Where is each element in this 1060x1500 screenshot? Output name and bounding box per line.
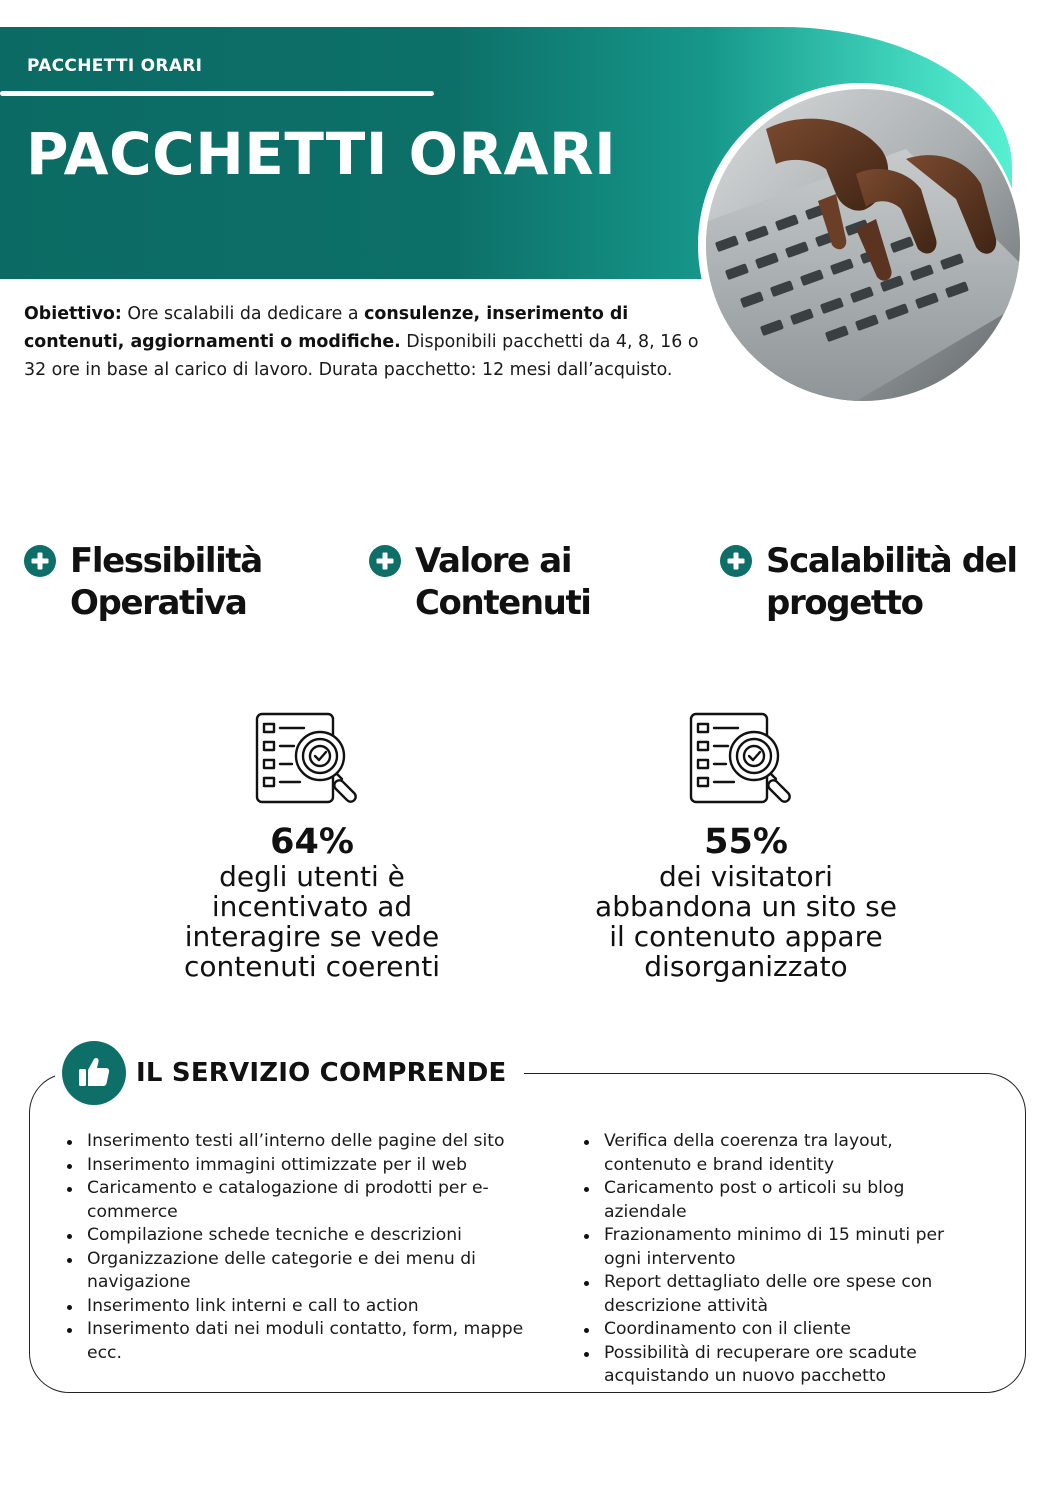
stat-description: degli utenti è incentivato ad interagire se vede contenuti coerenti <box>183 860 440 983</box>
list-item: Verifica della coerenza tra layout, contenuto e brand identity <box>581 1130 981 1177</box>
list-item: Inserimento testi all’interno delle pagine del sito <box>64 1130 544 1154</box>
feature-scalabilita <box>720 540 1026 624</box>
plus-circle-icon <box>369 545 401 577</box>
list-item: Caricamento e catalogazione di prodotti per e-commerce <box>64 1177 544 1224</box>
stat-description: dei visitatori abbandona un sito se il contenuto appare disorganizzato <box>595 860 897 983</box>
stat-value: 64% <box>270 822 354 862</box>
list-item: Compilazione schede tecniche e descrizioni <box>64 1224 544 1248</box>
page-title: PACCHETTI ORARI <box>26 120 617 188</box>
feature-label: Flessibilità Operativa <box>70 541 262 623</box>
stat-64 <box>152 712 472 982</box>
service-title: IL SERVIZIO COMPRENDE <box>136 1058 507 1088</box>
checklist-magnifier-icon <box>254 712 370 806</box>
feature-valore <box>369 540 675 624</box>
list-item: Possibilità di recuperare ore scadute acquistando un nuovo pacchetto <box>581 1342 981 1389</box>
stat-value: 55% <box>704 822 788 862</box>
service-header <box>55 1040 524 1106</box>
stat-55 <box>586 712 906 982</box>
list-item: Inserimento link interni e call to action <box>64 1295 544 1319</box>
divider <box>0 91 434 96</box>
list-item: Coordinamento con il cliente <box>581 1318 981 1342</box>
typing-hands-photo <box>706 89 1020 401</box>
list-item: Inserimento dati nei moduli contatto, form, mappe ecc. <box>64 1318 544 1365</box>
feature-label: Valore ai Contenuti <box>415 541 591 623</box>
thumbs-up-icon <box>62 1041 126 1105</box>
feature-label: Scalabilità del progetto <box>766 541 1017 623</box>
feature-flessibilita <box>24 540 330 624</box>
plus-circle-icon <box>720 545 752 577</box>
intro-label: Obiettivo: <box>24 304 122 324</box>
intro-paragraph <box>24 300 714 384</box>
intro-highlight: consulenze, inserimento di contenuti, aggiornamenti o modifiche. <box>24 304 629 352</box>
intro-text-2: Disponibili pacchetti da 4, 8, 16 o 32 ore in base al carico di lavoro. Durata pacchetto: 12 mesi dall’acquisto. <box>24 332 699 380</box>
intro-text: Ore scalabili da dedicare a <box>121 304 365 324</box>
list-item: Report dettagliato delle ore spese con descrizione attività <box>581 1271 981 1318</box>
eyebrow-label: PACCHETTI ORARI <box>27 56 203 76</box>
list-item: Frazionamento minimo di 15 minuti per ogni intervento <box>581 1224 981 1271</box>
service-list-right <box>581 1130 981 1389</box>
plus-circle-icon <box>24 545 56 577</box>
list-item: Inserimento immagini ottimizzate per il web <box>64 1154 544 1178</box>
checklist-magnifier-icon <box>688 712 804 806</box>
list-item: Caricamento post o articoli su blog aziendale <box>581 1177 981 1224</box>
service-list-left <box>64 1130 544 1365</box>
list-item: Organizzazione delle categorie e dei menu di navigazione <box>64 1248 544 1295</box>
